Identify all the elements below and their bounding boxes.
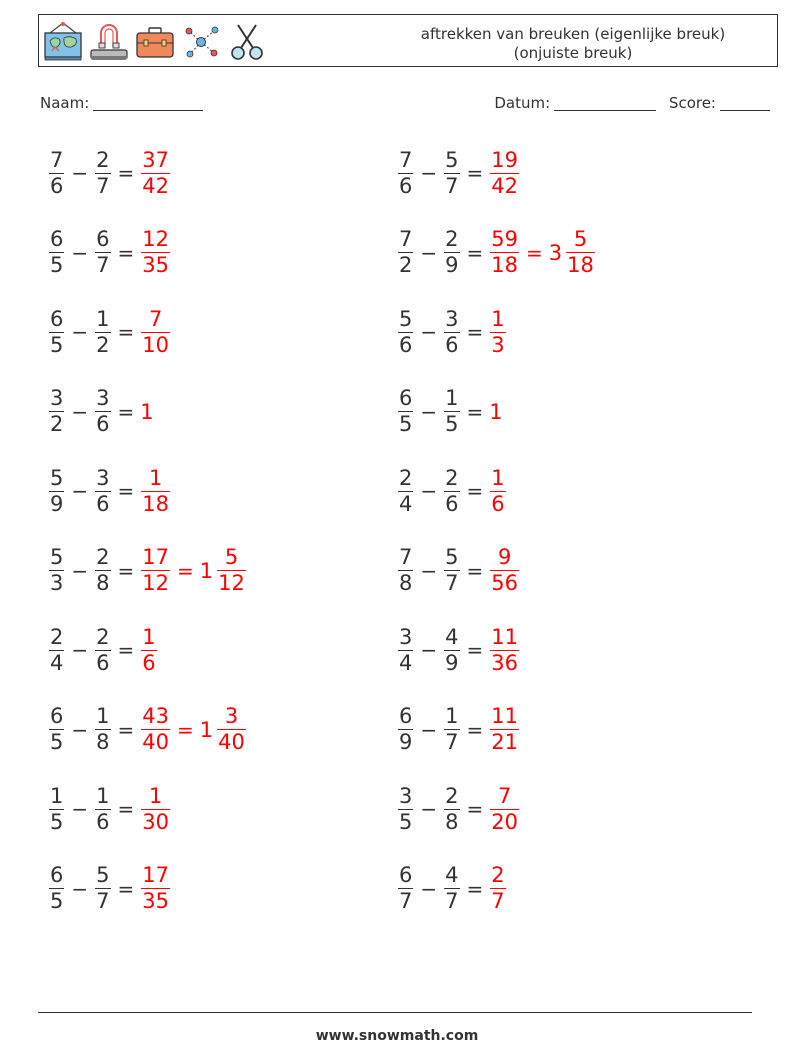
subtrahend-fraction bbox=[95, 386, 110, 437]
denominator: 21 bbox=[491, 730, 519, 754]
footer-site: www.snowmath.com bbox=[315, 1028, 479, 1044]
mixed-whole: 1 bbox=[199, 717, 214, 742]
denominator: 18 bbox=[142, 491, 170, 516]
equals-sign: = bbox=[117, 638, 135, 662]
subtrahend-fraction bbox=[444, 625, 459, 676]
denominator: 3 bbox=[491, 332, 505, 357]
denominator: 10 bbox=[142, 332, 170, 357]
problem-item bbox=[46, 700, 249, 760]
answer-fraction bbox=[490, 784, 519, 835]
footer-divider bbox=[38, 1012, 752, 1013]
numerator: 11 bbox=[491, 704, 519, 728]
minus-sign: − bbox=[420, 399, 438, 424]
denominator: 2 bbox=[96, 332, 110, 357]
equals-sign: = bbox=[117, 479, 135, 503]
briefcase-icon bbox=[134, 21, 176, 63]
numerator: 7 bbox=[399, 227, 413, 251]
numerator: 1 bbox=[445, 386, 459, 410]
minuend-fraction bbox=[398, 386, 413, 437]
numerator: 5 bbox=[224, 545, 239, 569]
minuend-fraction bbox=[49, 625, 64, 676]
denominator: 12 bbox=[142, 571, 170, 595]
numerator: 6 bbox=[50, 306, 64, 331]
numerator: 1 bbox=[142, 624, 156, 649]
denominator: 6 bbox=[491, 491, 505, 516]
equals-sign: = bbox=[117, 399, 135, 424]
numerator: 5 bbox=[50, 545, 64, 569]
numerator: 2 bbox=[96, 147, 110, 172]
numerator: 2 bbox=[445, 783, 459, 808]
numerator: 1 bbox=[96, 306, 110, 331]
denominator: 7 bbox=[445, 730, 459, 754]
minuend-fraction bbox=[398, 704, 413, 755]
denominator: 7 bbox=[96, 889, 110, 913]
subtrahend-fraction bbox=[95, 625, 110, 676]
denominator: 6 bbox=[50, 173, 64, 198]
answer-fraction bbox=[490, 466, 505, 517]
denominator: 5 bbox=[50, 730, 64, 754]
minus-sign: − bbox=[420, 240, 438, 265]
numerator: 5 bbox=[573, 227, 588, 251]
mixed-equals-sign: = bbox=[526, 240, 543, 265]
numerator: 19 bbox=[491, 147, 519, 172]
problem-item bbox=[395, 223, 598, 283]
minuend-fraction bbox=[398, 148, 413, 199]
denominator: 9 bbox=[445, 253, 459, 277]
denominator: 7 bbox=[399, 889, 413, 913]
answer-fraction bbox=[141, 148, 170, 199]
denominator: 7 bbox=[445, 889, 459, 913]
equals-sign: = bbox=[466, 717, 484, 742]
equals-sign: = bbox=[117, 797, 135, 821]
numerator: 17 bbox=[142, 863, 170, 887]
denominator: 3 bbox=[50, 571, 64, 595]
denominator: 35 bbox=[142, 253, 170, 277]
date-label: Datum: bbox=[494, 94, 551, 112]
denominator: 6 bbox=[96, 809, 110, 834]
problem-item bbox=[395, 541, 522, 601]
title-line-1: aftrekken van breuken (eigenlijke breuk) bbox=[420, 25, 726, 43]
minuend-fraction bbox=[49, 227, 64, 278]
minuend-fraction bbox=[398, 227, 413, 278]
subtrahend-fraction bbox=[95, 148, 110, 199]
problem-item bbox=[395, 700, 522, 760]
subtrahend-fraction bbox=[444, 863, 459, 914]
minuend-fraction bbox=[398, 466, 413, 517]
numerator: 7 bbox=[148, 306, 163, 331]
subtrahend-fraction bbox=[95, 307, 110, 358]
problem-item bbox=[395, 461, 509, 521]
name-label: Naam: bbox=[40, 94, 90, 112]
denominator: 35 bbox=[142, 889, 170, 913]
answer-fraction bbox=[490, 148, 519, 199]
minus-sign: − bbox=[71, 638, 89, 662]
denominator: 6 bbox=[399, 173, 413, 198]
numerator: 2 bbox=[399, 465, 413, 490]
subtrahend-fraction bbox=[95, 466, 110, 517]
denominator: 18 bbox=[567, 253, 594, 277]
numerator: 5 bbox=[96, 863, 110, 887]
problem-item bbox=[395, 620, 522, 680]
denominator: 6 bbox=[96, 650, 110, 675]
numerator: 3 bbox=[96, 465, 110, 490]
scissors-icon bbox=[226, 21, 268, 63]
numerator: 7 bbox=[497, 783, 512, 808]
equals-sign: = bbox=[466, 797, 484, 821]
minus-sign: − bbox=[71, 876, 89, 901]
denominator: 30 bbox=[142, 809, 170, 834]
name-field bbox=[40, 94, 203, 112]
denominator: 9 bbox=[445, 650, 459, 675]
numerator: 37 bbox=[142, 147, 170, 172]
equals-sign: = bbox=[466, 479, 484, 503]
equals-sign: = bbox=[117, 876, 135, 901]
equals-sign: = bbox=[466, 320, 484, 344]
subtrahend-fraction bbox=[444, 545, 459, 596]
answer-fraction bbox=[490, 307, 505, 358]
denominator: 4 bbox=[399, 491, 413, 516]
subtrahend-fraction bbox=[95, 545, 110, 596]
numerator: 6 bbox=[50, 227, 64, 251]
numerator: 3 bbox=[50, 386, 64, 410]
numerator: 6 bbox=[399, 704, 413, 728]
mixed-whole: 3 bbox=[548, 240, 563, 265]
subtrahend-fraction bbox=[444, 386, 459, 437]
problem-item bbox=[395, 302, 509, 362]
answer-fraction bbox=[141, 307, 170, 358]
denominator: 5 bbox=[399, 412, 413, 436]
numerator: 5 bbox=[399, 306, 413, 331]
numerator: 43 bbox=[142, 704, 170, 728]
denominator: 36 bbox=[491, 650, 519, 675]
denominator: 5 bbox=[50, 809, 64, 834]
subtrahend-fraction bbox=[444, 704, 459, 755]
denominator: 56 bbox=[491, 571, 519, 595]
subtrahend-fraction bbox=[444, 307, 459, 358]
numerator: 5 bbox=[50, 465, 64, 490]
subtrahend-fraction bbox=[444, 784, 459, 835]
denominator: 20 bbox=[491, 809, 519, 834]
equals-sign: = bbox=[466, 638, 484, 662]
numerator: 2 bbox=[445, 465, 459, 490]
answer-fraction bbox=[490, 545, 519, 596]
denominator: 2 bbox=[399, 253, 413, 277]
numerator: 2 bbox=[445, 227, 459, 251]
numerator: 2 bbox=[50, 624, 64, 649]
denominator: 9 bbox=[399, 730, 413, 754]
problem-item bbox=[395, 859, 509, 919]
minuend-fraction bbox=[49, 784, 64, 835]
answer-fraction bbox=[141, 784, 170, 835]
denominator: 8 bbox=[445, 809, 459, 834]
answer-fraction bbox=[141, 466, 170, 517]
equals-sign: = bbox=[466, 876, 484, 901]
equals-sign: = bbox=[117, 240, 135, 265]
minuend-fraction bbox=[398, 545, 413, 596]
mixed-equals-sign: = bbox=[177, 717, 194, 742]
denominator: 42 bbox=[142, 173, 170, 198]
minus-sign: − bbox=[71, 161, 89, 185]
minuend-fraction bbox=[49, 466, 64, 517]
equals-sign: = bbox=[466, 240, 484, 265]
denominator: 42 bbox=[491, 173, 519, 198]
denominator: 6 bbox=[96, 412, 110, 436]
map-icon bbox=[42, 21, 84, 63]
problem-item bbox=[395, 143, 522, 203]
denominator: 9 bbox=[50, 491, 64, 516]
denominator: 40 bbox=[142, 730, 170, 754]
minus-sign: − bbox=[71, 558, 89, 583]
denominator: 6 bbox=[445, 332, 459, 357]
numerator: 6 bbox=[50, 863, 64, 887]
worksheet-title bbox=[393, 25, 753, 63]
minus-sign: − bbox=[420, 479, 438, 503]
header-icons bbox=[42, 21, 268, 63]
numerator: 1 bbox=[50, 783, 64, 808]
name-blank[interactable] bbox=[93, 95, 203, 111]
denominator: 6 bbox=[445, 491, 459, 516]
numerator: 5 bbox=[445, 147, 459, 172]
denominator: 5 bbox=[50, 332, 64, 357]
numerator: 2 bbox=[96, 624, 110, 649]
numerator: 1 bbox=[445, 704, 459, 728]
answer-fraction bbox=[141, 704, 170, 755]
equals-sign: = bbox=[117, 717, 135, 742]
equals-sign: = bbox=[117, 320, 135, 344]
numerator: 11 bbox=[491, 624, 519, 649]
numerator: 1 bbox=[96, 704, 110, 728]
denominator: 6 bbox=[96, 491, 110, 516]
minus-sign: − bbox=[420, 876, 438, 901]
mixed-whole: 1 bbox=[199, 558, 214, 583]
minus-sign: − bbox=[420, 320, 438, 344]
subtrahend-fraction bbox=[95, 704, 110, 755]
minus-sign: − bbox=[71, 320, 89, 344]
numerator: 12 bbox=[142, 227, 170, 251]
numerator: 6 bbox=[96, 227, 110, 251]
magnet-icon bbox=[88, 21, 130, 63]
equals-sign: = bbox=[466, 399, 484, 424]
problem-item bbox=[46, 620, 160, 680]
numerator: 17 bbox=[142, 545, 170, 569]
denominator: 7 bbox=[96, 253, 110, 277]
denominator: 5 bbox=[399, 809, 413, 834]
numerator: 7 bbox=[399, 147, 413, 172]
denominator: 8 bbox=[96, 730, 110, 754]
denominator: 4 bbox=[50, 650, 64, 675]
numerator: 2 bbox=[96, 545, 110, 569]
minus-sign: − bbox=[420, 797, 438, 821]
numerator: 6 bbox=[399, 863, 413, 887]
denominator: 18 bbox=[491, 253, 519, 277]
numerator: 1 bbox=[491, 465, 505, 490]
answer-fraction bbox=[490, 704, 519, 755]
subtrahend-fraction bbox=[95, 227, 110, 278]
numerator: 4 bbox=[445, 863, 459, 887]
numerator: 6 bbox=[50, 704, 64, 728]
denominator: 2 bbox=[50, 412, 64, 436]
mixed-fraction bbox=[217, 545, 246, 596]
equals-sign: = bbox=[117, 161, 135, 185]
molecule-icon bbox=[180, 21, 222, 63]
minuend-fraction bbox=[398, 625, 413, 676]
problem-item bbox=[395, 779, 522, 839]
minuend-fraction bbox=[49, 148, 64, 199]
numerator: 2 bbox=[491, 863, 505, 887]
answer-fraction bbox=[141, 545, 170, 596]
denominator: 7 bbox=[491, 889, 505, 913]
denominator: 6 bbox=[399, 332, 413, 357]
minus-sign: − bbox=[420, 161, 438, 185]
denominator: 7 bbox=[445, 571, 459, 595]
numerator: 1 bbox=[148, 465, 163, 490]
answer-fraction bbox=[141, 863, 170, 914]
problem-item bbox=[395, 382, 504, 442]
denominator: 5 bbox=[50, 889, 64, 913]
minus-sign: − bbox=[420, 717, 438, 742]
minuend-fraction bbox=[398, 784, 413, 835]
title-line-2: (onjuiste breuk) bbox=[513, 44, 633, 62]
numerator: 3 bbox=[399, 783, 413, 808]
mixed-fraction bbox=[566, 227, 595, 278]
minus-sign: − bbox=[71, 240, 89, 265]
mixed-equals-sign: = bbox=[177, 558, 194, 583]
problem-item bbox=[46, 859, 173, 919]
denominator: 5 bbox=[50, 253, 64, 277]
denominator: 40 bbox=[218, 730, 245, 754]
numerator: 7 bbox=[50, 147, 64, 172]
minuend-fraction bbox=[49, 307, 64, 358]
minuend-fraction bbox=[49, 545, 64, 596]
mixed-fraction bbox=[217, 704, 246, 755]
minus-sign: − bbox=[71, 797, 89, 821]
denominator: 12 bbox=[218, 571, 245, 595]
numerator: 3 bbox=[445, 306, 459, 331]
equals-sign: = bbox=[466, 161, 484, 185]
header-box bbox=[38, 14, 778, 67]
denominator: 8 bbox=[399, 571, 413, 595]
minuend-fraction bbox=[49, 863, 64, 914]
minus-sign: − bbox=[71, 717, 89, 742]
numerator: 1 bbox=[148, 783, 163, 808]
subtrahend-fraction bbox=[444, 148, 459, 199]
numerator: 4 bbox=[445, 624, 459, 649]
answer-whole: 1 bbox=[140, 399, 154, 424]
numerator: 6 bbox=[399, 386, 413, 410]
numerator: 1 bbox=[96, 783, 110, 808]
problem-item bbox=[46, 302, 173, 362]
numerator: 3 bbox=[96, 386, 110, 410]
date-blank[interactable] bbox=[554, 95, 656, 111]
date-score-fields bbox=[494, 94, 770, 112]
numerator: 5 bbox=[445, 545, 459, 569]
minuend-fraction bbox=[49, 704, 64, 755]
answer-fraction bbox=[490, 625, 519, 676]
problem-item bbox=[46, 461, 173, 521]
answer-fraction bbox=[141, 625, 156, 676]
denominator: 7 bbox=[96, 173, 110, 198]
minus-sign: − bbox=[71, 399, 89, 424]
problem-item bbox=[46, 541, 249, 601]
score-blank[interactable] bbox=[720, 95, 770, 111]
minus-sign: − bbox=[420, 558, 438, 583]
subtrahend-fraction bbox=[444, 466, 459, 517]
answer-fraction bbox=[490, 863, 505, 914]
minuend-fraction bbox=[398, 307, 413, 358]
denominator: 4 bbox=[399, 650, 413, 675]
minuend-fraction bbox=[49, 386, 64, 437]
subtrahend-fraction bbox=[95, 863, 110, 914]
denominator: 7 bbox=[445, 173, 459, 198]
problem-item bbox=[46, 779, 173, 839]
subtrahend-fraction bbox=[444, 227, 459, 278]
equals-sign: = bbox=[117, 558, 135, 583]
answer-whole: 1 bbox=[489, 399, 503, 424]
problem-item bbox=[46, 223, 173, 283]
numerator: 3 bbox=[224, 704, 239, 728]
problem-item bbox=[46, 382, 155, 442]
numerator: 3 bbox=[399, 624, 413, 649]
denominator: 5 bbox=[445, 412, 459, 436]
score-label: Score: bbox=[668, 94, 716, 112]
numerator: 7 bbox=[399, 545, 413, 569]
minus-sign: − bbox=[420, 638, 438, 662]
minus-sign: − bbox=[71, 479, 89, 503]
denominator: 6 bbox=[142, 650, 156, 675]
subtrahend-fraction bbox=[95, 784, 110, 835]
answer-fraction bbox=[490, 227, 519, 278]
numerator: 9 bbox=[497, 545, 512, 569]
equals-sign: = bbox=[466, 558, 484, 583]
numerator: 1 bbox=[491, 306, 505, 331]
minuend-fraction bbox=[398, 863, 413, 914]
denominator: 8 bbox=[96, 571, 110, 595]
problem-item bbox=[46, 143, 173, 203]
numerator: 59 bbox=[491, 227, 519, 251]
answer-fraction bbox=[141, 227, 170, 278]
